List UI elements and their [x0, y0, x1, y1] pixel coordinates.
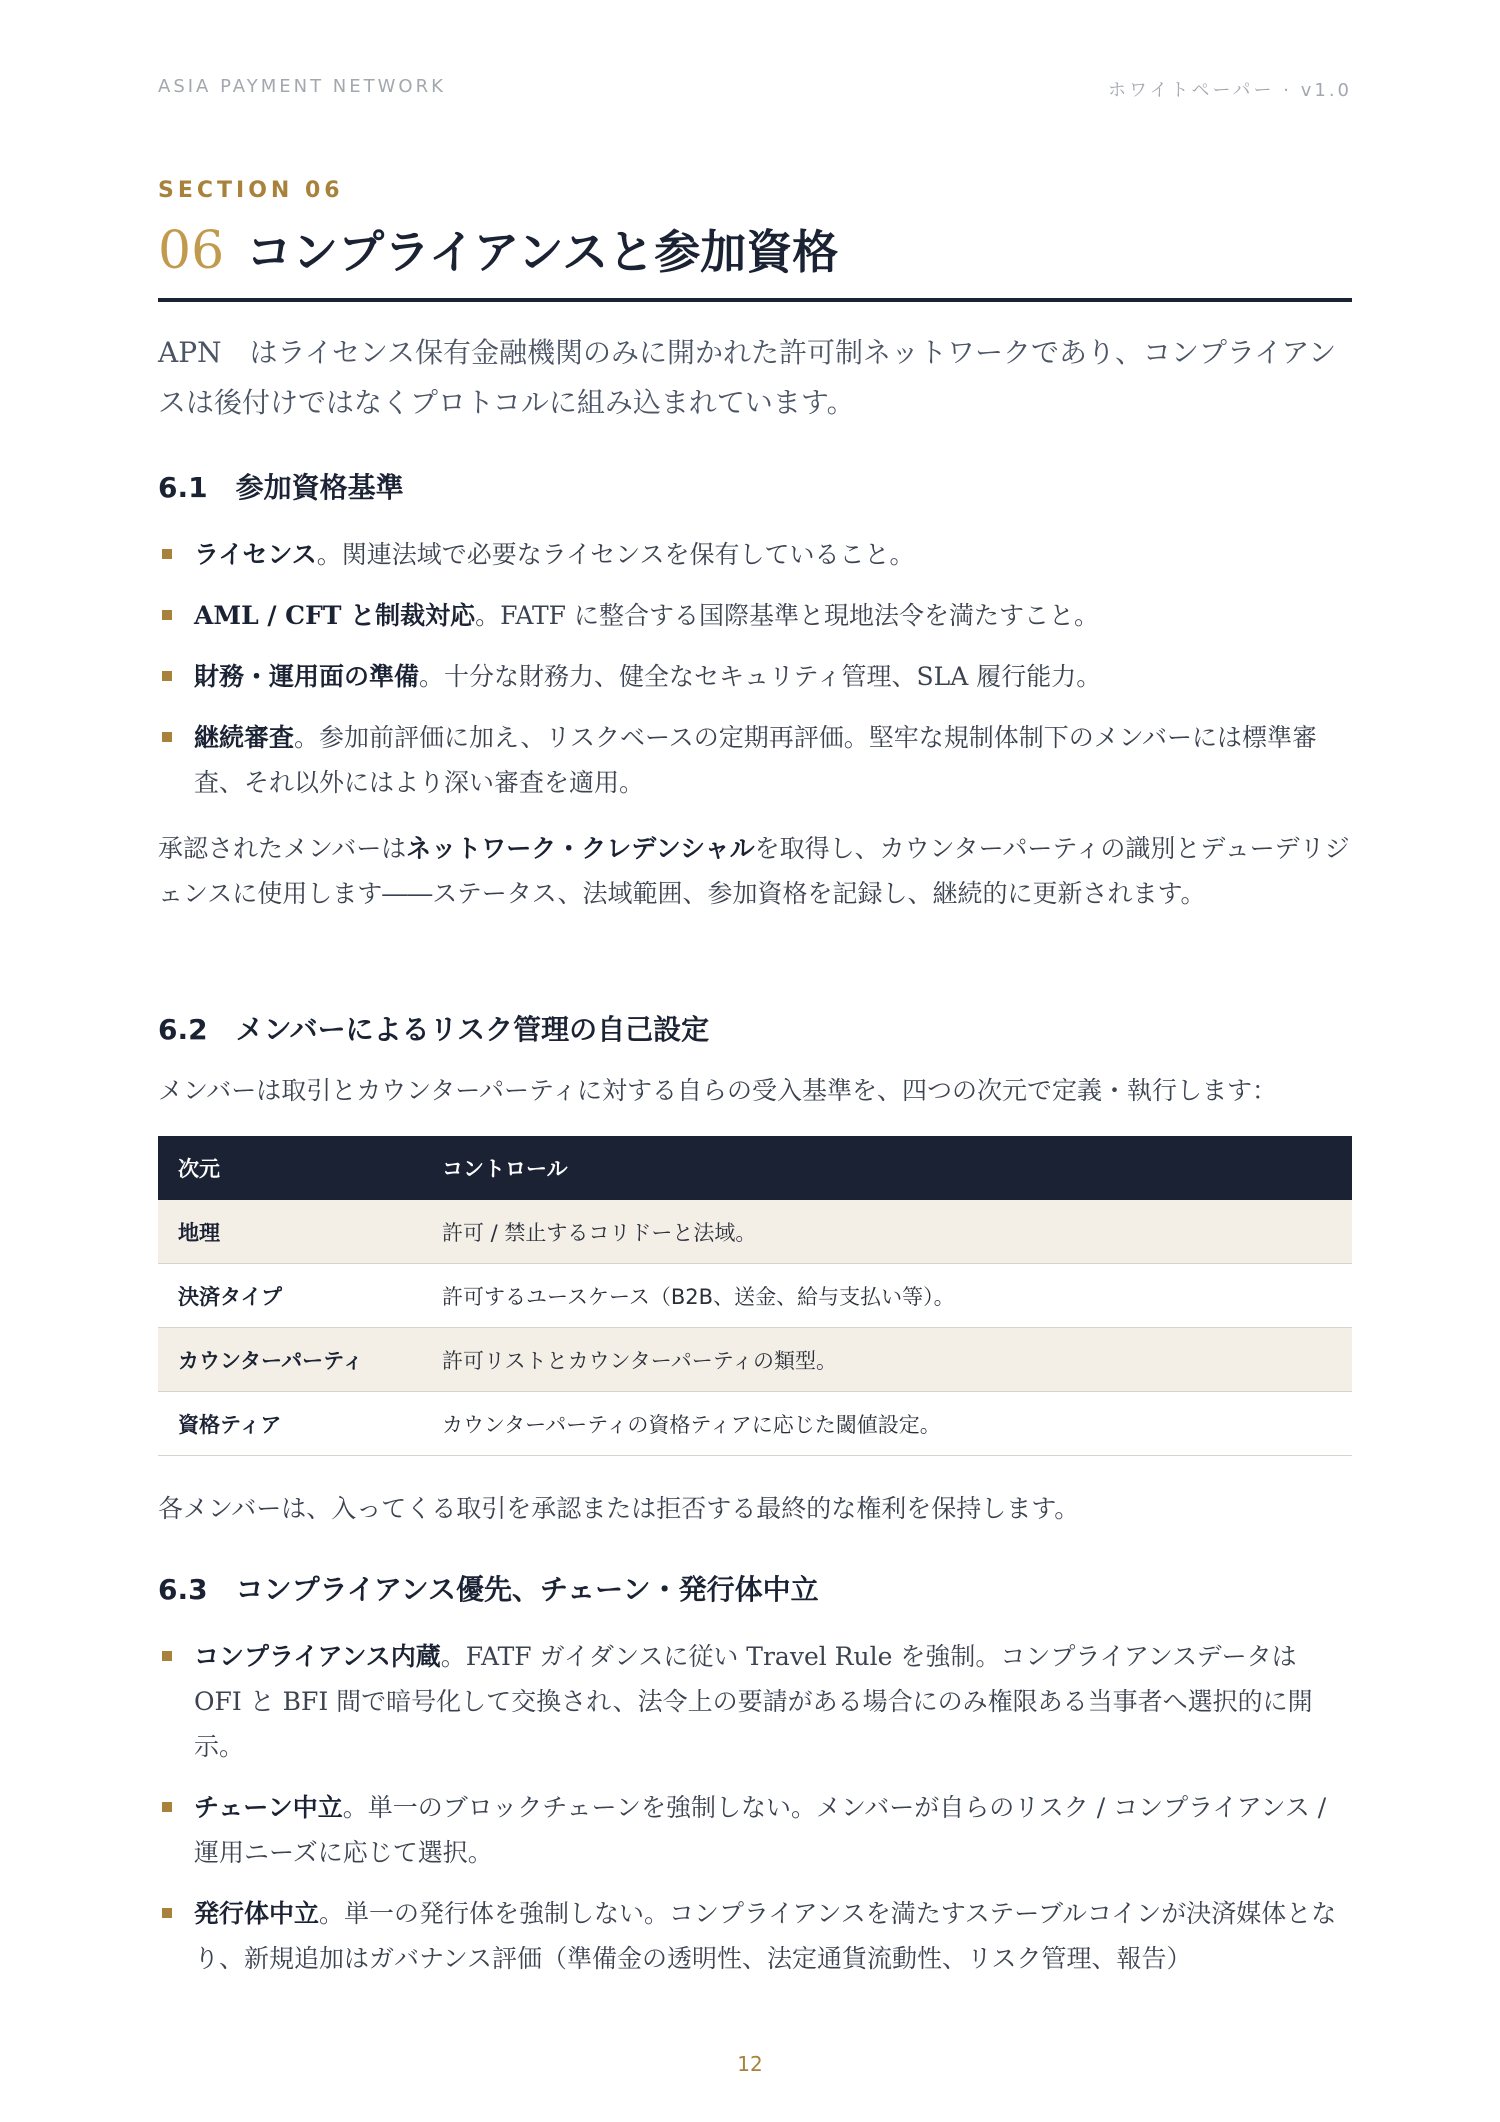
- running-header: [158, 76, 1352, 102]
- item-lead: チェーン中立: [194, 1793, 343, 1822]
- table-cell: 許可リストとカウンターパーティの類型。: [422, 1328, 1352, 1392]
- item-lead: 継続審査: [194, 723, 295, 752]
- list-item: [158, 654, 1352, 699]
- item-text: 。FATF に整合する国際基準と現地法令を満たすこと。: [475, 601, 1099, 630]
- heading-6-3: [158, 1568, 819, 1608]
- neutrality-list: [158, 1634, 1352, 1997]
- section-kicker: SECTION 06: [158, 178, 344, 203]
- table-cell: 地理: [158, 1200, 422, 1264]
- item-lead: ライセンス: [194, 540, 317, 569]
- heading-6-2: [158, 1008, 709, 1048]
- section-title-text: コンプライアンスと参加資格: [246, 225, 839, 279]
- table-cell: 許可するユースケース（B2B、送金、給与支払い等）。: [422, 1264, 1352, 1328]
- table-cell: 決済タイプ: [158, 1264, 422, 1328]
- table-row: [158, 1200, 1352, 1264]
- heading-6-1: [158, 466, 404, 506]
- item-text: 。単一の発行体を強制しない。コンプライアンスを満たすステーブルコインが決済媒体となり、新規追加はガバナンス評価（準備金の透明性、法定通貨流動性、リスク管理、報告）: [194, 1899, 1337, 1973]
- heading-number: 6.1: [158, 471, 208, 504]
- bullet-marker: [162, 671, 172, 681]
- bullet-marker: [162, 1802, 172, 1812]
- table-header-row: [158, 1136, 1352, 1200]
- item-text: 。参加前評価に加え、リスクベースの定期再評価。堅牢な規制体制下のメンバーには標準審査、それ以外にはより深い審査を適用。: [194, 723, 1318, 797]
- item-lead: AML / CFT と制裁対応: [194, 601, 476, 630]
- heading-text: メンバーによるリスク管理の自己設定: [235, 1013, 710, 1046]
- table-cell: 許可 / 禁止するコリドーと法域。: [422, 1200, 1352, 1264]
- heading-number: 6.3: [158, 1573, 208, 1606]
- list-item: [158, 1891, 1352, 1981]
- list-item: [158, 1634, 1352, 1769]
- list-item: [158, 1785, 1352, 1875]
- para-text: を取得し、カウンターパーティの識別とデューデリジェンスに使用します――ステータス、法域範囲、参加資格を記録し、継続的に更新されます。: [158, 834, 1350, 908]
- table-cell: カウンターパーティの資格ティアに応じた閾値設定。: [422, 1392, 1352, 1456]
- list-item: [158, 593, 1352, 638]
- table-row: [158, 1264, 1352, 1328]
- table-cell: カウンターパーティ: [158, 1328, 422, 1392]
- item-text: 。関連法域で必要なライセンスを保有していること。: [316, 540, 915, 569]
- bullet-marker: [162, 549, 172, 559]
- column-header: 次元: [158, 1136, 422, 1200]
- bullet-marker: [162, 732, 172, 742]
- item-text: 。単一のブロックチェーンを強制しない。メンバーが自らのリスク / コンプライアンス / 運用ニーズに応じて選択。: [194, 1793, 1327, 1867]
- item-lead: 財務・運用面の準備: [194, 662, 420, 691]
- dimensions-lead: メンバーは取引とカウンターパーティに対する自らの受入基準を、四つの次元で定義・執行します：: [158, 1076, 1278, 1105]
- header-publisher: ASIA PAYMENT NETWORK: [158, 76, 446, 97]
- item-lead: 発行体中立: [194, 1899, 320, 1928]
- column-header: コントロール: [422, 1136, 1352, 1200]
- section-title: [158, 216, 1352, 302]
- list-item: [158, 715, 1352, 805]
- header-doc-version: ホワイトペーパー · v1.0: [1107, 80, 1352, 101]
- bullet-marker: [162, 610, 172, 620]
- heading-text: コンプライアンス優先、チェーン・発行体中立: [235, 1573, 819, 1606]
- heading-text: 参加資格基準: [235, 471, 404, 504]
- credential-paragraph: [158, 826, 1352, 916]
- eligibility-list: [158, 532, 1352, 821]
- heading-number: 6.2: [158, 1013, 208, 1046]
- table-row: [158, 1392, 1352, 1456]
- item-lead: コンプライアンス内蔵: [194, 1642, 441, 1671]
- item-text: 。十分な財務力、健全なセキュリティ管理、SLA 履行能力。: [419, 662, 1102, 691]
- page-number: 12: [737, 2052, 763, 2076]
- bullet-marker: [162, 1908, 172, 1918]
- table-cell: 資格ティア: [158, 1392, 422, 1456]
- table-row: [158, 1328, 1352, 1392]
- intro-paragraph: APN はライセンス保有金融機関のみに開かれた許可制ネットワークであり、コンプライアンスは後付けではなくプロトコルに組み込まれています。: [158, 336, 1337, 419]
- para-text: 承認されたメンバーは: [158, 834, 407, 863]
- para-bold: ネットワーク・クレデンシャル: [406, 834, 755, 863]
- risk-controls-table: [158, 1136, 1352, 1456]
- final-right-paragraph: 各メンバーは、入ってくる取引を承認または拒否する最終的な権利を保持します。: [158, 1494, 1080, 1523]
- bullet-marker: [162, 1651, 172, 1661]
- section-number: 06: [158, 221, 225, 281]
- item-text: 。FATF ガイダンスに従い Travel Rule を強制。コンプライアンスデータは OFI と BFI 間で暗号化して交換され、法令上の要請がある場合にのみ権限ある当事者へ選択的に開示。: [194, 1642, 1313, 1761]
- list-item: [158, 532, 1352, 577]
